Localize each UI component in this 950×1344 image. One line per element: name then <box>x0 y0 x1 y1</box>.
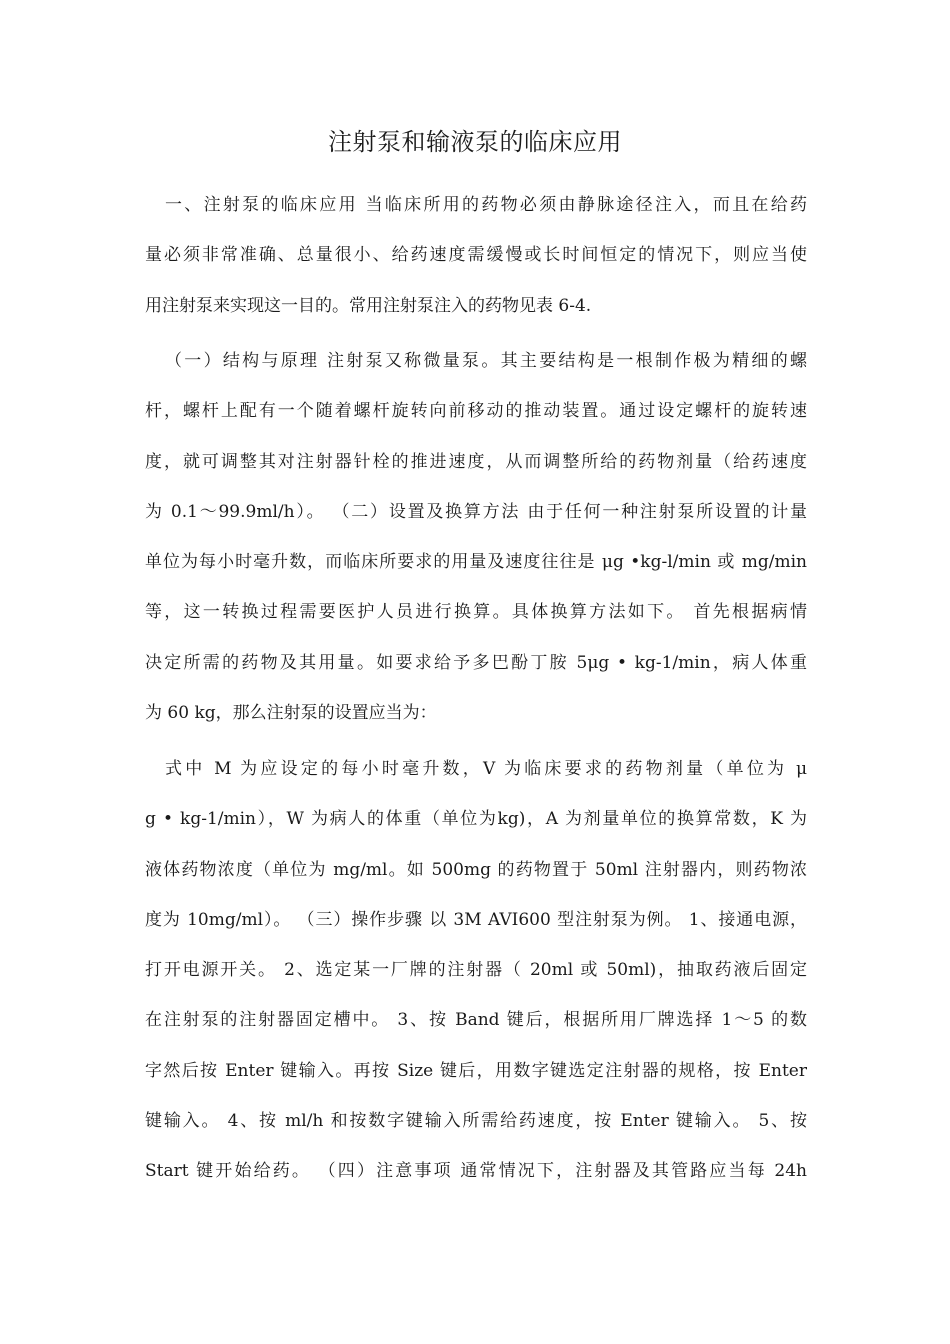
paragraph-line: 一、注射泵的临床应用 当临床所用的药物必须由静脉途径注入，而且在给药 <box>165 195 807 215</box>
paragraph-line: 度，就可调整其对注射器针栓的推进速度，从而调整所给的药物剂量（给药速度 <box>145 451 807 472</box>
paragraph-line: g • kg-1/min），W 为病人的体重（单位为kg)，A 为剂量单位的换算常数，K 为 <box>145 809 807 830</box>
paragraph-line: 字然后按 Enter 键输入。再按 Size 键后，用数字键选定注射器的规格，按 Enter <box>145 1060 807 1081</box>
paragraph-line: 用注射泵来实现这一目的。常用注射泵注入的药物见表 6-4. <box>145 295 592 316</box>
paragraph-line: Start 键开始给药。 （四）注意事项 通常情况下，注射器及其管路应当每 24h <box>145 1161 807 1182</box>
paragraph-2 <box>145 336 807 738</box>
paragraph-line: （一）结构与原理 注射泵又称微量泵。其主要结构是一根制作极为精细的螺 <box>165 351 807 371</box>
paragraph-line: 液体药物浓度（单位为 mg/ml。如 500mg 的药物置于 50ml 注射器内，则药物浓 <box>145 859 807 880</box>
paragraph-line: 打开电源开关。 2、选定某一厂牌的注射器（ 20ml 或 50ml)，抽取药液后固定 <box>145 960 807 981</box>
paragraph-line: 为 60 kg，那么注射泵的设置应当为： <box>145 703 437 724</box>
paragraph-line: 为 0.1～99.9ml/h）。 （二）设置及换算方法 由于任何一种注射泵所设置的计量 <box>145 501 807 522</box>
paragraph-line: 杆，螺杆上配有一个随着螺杆旋转向前移动的推动装置。通过设定螺杆的旋转速 <box>145 401 807 422</box>
paragraph-line: 量必须非常准确、总量很小、给药速度需缓慢或长时间恒定的情况下，则应当使 <box>145 245 807 266</box>
document-title: 注射泵和输液泵的临床应用 <box>328 128 622 156</box>
paragraph-line: 键输入。 4、按 ml/h 和按数字键输入所需给药速度，按 Enter 键输入。 5、按 <box>145 1111 807 1132</box>
paragraph-line: 度为 10mg/ml）。 （三）操作步骤 以 3M AVI600 型注射泵为例。 1、接通电源， <box>145 909 807 930</box>
paragraph-line: 在注射泵的注射器固定槽中。 3、按 Band 键后，根据所用厂牌选择 1～5 的数 <box>145 1010 807 1031</box>
paragraph-line: 决定所需的药物及其用量。如要求给予多巴酚丁胺 5μg • kg-1/min，病人体重 <box>145 652 807 673</box>
paragraph-3 <box>145 744 807 1197</box>
paragraph-line: 式中 M 为应设定的每小时毫升数，V 为临床要求的药物剂量（单位为 μ <box>165 759 807 779</box>
paragraph-1 <box>145 180 807 331</box>
paragraph-line: 单位为每小时毫升数，而临床所要求的用量及速度往往是 μg •kg-l/min 或 mg/min <box>145 552 807 573</box>
paragraph-line: 等，这一转换过程需要医护人员进行换算。具体换算方法如下。 首先根据病情 <box>145 602 807 623</box>
